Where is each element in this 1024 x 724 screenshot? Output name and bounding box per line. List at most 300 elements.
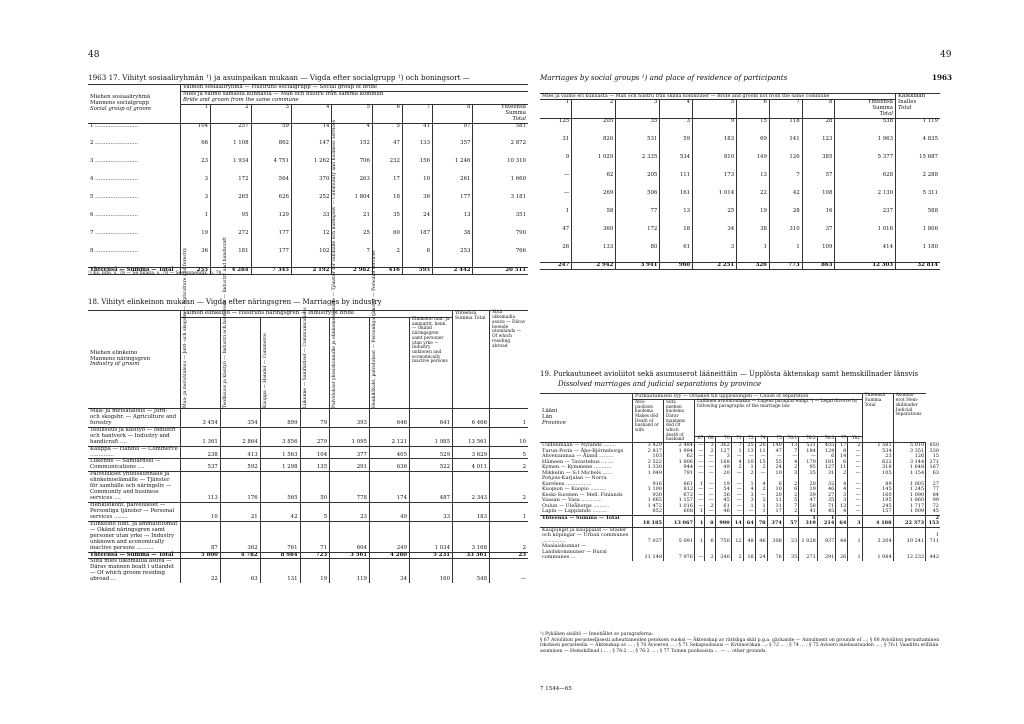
- table-cell: 2 153: [926, 515, 940, 527]
- table-cell: 3: [783, 471, 798, 477]
- row-label: 2 .........................: [90, 140, 138, 147]
- table-cell: 7 345: [251, 267, 291, 274]
- t19-col-death-of: Siitä miehen kuolema Därav mannens död Of which death of husband: [664, 400, 695, 443]
- table-cell: 12 232: [893, 544, 926, 561]
- table-cell: 95: [211, 213, 251, 231]
- table-cell: 26: [755, 443, 767, 449]
- table-cell: 1 648: [893, 465, 926, 471]
- table-cell: 33 361: [453, 552, 490, 559]
- table-cell: 5 091: [664, 527, 695, 544]
- table-cell: 7: [332, 249, 372, 267]
- table-cell: 32: [817, 476, 836, 487]
- table-cell: 6: [817, 454, 836, 460]
- table-cell: 1 108: [211, 141, 251, 159]
- table-cell: 181: [817, 460, 836, 466]
- table-cell: 4: [836, 487, 848, 493]
- table-cell: 125: [558, 118, 570, 125]
- table-cell: 531: [799, 443, 818, 449]
- table-19: [540, 393, 940, 561]
- t17r-grand-fi: Kaikkiaan: [898, 93, 926, 99]
- table-cell: 45: [926, 509, 940, 515]
- table-cell: —: [848, 454, 862, 460]
- table-cell: 97: [433, 123, 473, 141]
- table-cell: 4: [836, 509, 848, 515]
- table-cell: —: [767, 454, 783, 460]
- table-cell: 10 241: [893, 527, 926, 544]
- table-cell: 1: [695, 476, 705, 487]
- table-row: [540, 137, 940, 155]
- table-cell: 271: [926, 460, 940, 466]
- table-cell: 2: [755, 465, 767, 471]
- table-cell: 23: [783, 527, 798, 544]
- table-cell: 1 180: [896, 245, 941, 263]
- table-cell: 1 330: [633, 465, 664, 471]
- table-cell: 850: [926, 443, 940, 449]
- row-label: Elinkeino tunt. ja ammatittomat — Okänd näringsgren samt personer utan yrke — Industry unknown and economically inactive persons ..........: [88, 521, 181, 552]
- t18-col-abroad: Siitä ulkomailla asuva — Därav boende utomlands — Of which residing abroad: [490, 311, 529, 409]
- table-cell: 63: [220, 559, 260, 583]
- t19-col-death: Avio- puolison kuolema Makes död Death of husband or wife: [633, 400, 664, 443]
- t18-stub-en: Industry of groom: [90, 361, 140, 368]
- table-cell: 2: [755, 498, 767, 504]
- left-header: 1963 17. Vihityt sosiaaliryhmän ¹) ja asuinpaikan mukaan — Vigda efter socialgrupp ¹) och boningsort —: [88, 73, 470, 82]
- table-cell: 49: [369, 503, 409, 522]
- t19-law-col: 72: [743, 437, 755, 443]
- table-cell: 22 373: [893, 515, 926, 527]
- table-cell: 183: [453, 503, 490, 522]
- table-cell: 10: [767, 487, 783, 493]
- row-label: 7 .........................: [90, 230, 138, 237]
- table-cell: 23: [330, 503, 370, 522]
- table-cell: 10: [181, 503, 221, 522]
- table-cell: 565: [260, 472, 300, 503]
- table-cell: 1: [769, 245, 802, 263]
- table-cell: 62: [664, 454, 695, 460]
- table-cell: 77: [616, 209, 660, 227]
- table-cell: 1: [695, 515, 705, 527]
- t19-law-col: 68: [705, 437, 715, 443]
- t17-stub-en: Social group of groom: [90, 105, 151, 112]
- table-cell: 5 010: [893, 443, 926, 449]
- table-cell: 595: [402, 267, 432, 274]
- table-cell: 84: [926, 493, 940, 499]
- table-cell: 7: [783, 504, 798, 510]
- table-cell: 1 804: [332, 195, 372, 213]
- table-cell: 265: [211, 195, 251, 213]
- table-cell: 14: [731, 515, 743, 527]
- row-label: Siitä mies ulkomailla asuva — Därav mannen boatt i utlandet — Of which groom residing abroad ...: [88, 559, 181, 583]
- table-cell: 916: [633, 476, 664, 487]
- t19-law-col: 71: [731, 437, 743, 443]
- table-cell: 1 361: [181, 427, 221, 446]
- table-cell: 990: [715, 515, 731, 527]
- table-cell: 25: [693, 209, 737, 227]
- table-cell: 416: [372, 267, 402, 274]
- table-cell: —: [705, 498, 715, 504]
- table-cell: 19: [737, 209, 770, 227]
- table-cell: 2 872: [473, 141, 528, 159]
- table-cell: 1: [490, 408, 529, 427]
- table-cell: 26: [836, 544, 848, 561]
- row-label: Ahvenanmaa — Åland .........: [542, 453, 614, 460]
- table-cell: 172: [211, 177, 251, 195]
- table-cell: 46: [817, 487, 836, 493]
- table-cell: 179: [799, 460, 818, 466]
- table-cell: 2 522: [633, 460, 664, 466]
- table-cell: 177: [251, 249, 291, 267]
- table-cell: 39: [799, 493, 818, 499]
- table-cell: 131: [260, 559, 300, 583]
- table-cell: 168: [715, 460, 731, 466]
- row-label: Kaupungit ja kauppalat — Städer och köpingar — Urban communes ...............: [540, 527, 633, 544]
- table-cell: 414: [835, 245, 896, 263]
- table-cell: 1 100: [633, 487, 664, 493]
- table-cell: 20: [715, 471, 731, 477]
- t19-footnote: [540, 632, 940, 655]
- table-cell: 3 856: [260, 427, 300, 446]
- table-cell: —: [695, 449, 705, 455]
- table-cell: 17: [372, 177, 402, 195]
- table-cell: 1 016: [835, 227, 896, 245]
- table-cell: 46: [755, 527, 767, 544]
- table-cell: —: [731, 476, 743, 487]
- table-cell: 4 284: [211, 267, 251, 274]
- table-cell: 48: [743, 527, 755, 544]
- table-cell: 17: [767, 509, 783, 515]
- table-cell: 1: [737, 245, 770, 263]
- table-cell: 15: [755, 460, 767, 466]
- table-cell: —: [695, 498, 705, 504]
- table-cell: 12 303: [835, 263, 896, 270]
- table-row: [88, 213, 528, 231]
- table-cell: 45: [817, 509, 836, 515]
- t19-law-col: 67: [695, 437, 705, 443]
- t17r-col-header: 8: [802, 100, 835, 119]
- table-cell: 19: [181, 231, 211, 249]
- table-row: [88, 459, 528, 472]
- row-label: 1 .........................: [90, 122, 138, 129]
- table-cell: 455: [817, 443, 836, 449]
- t17-col-header: 6: [372, 104, 402, 123]
- total-row: [540, 263, 940, 270]
- t19-stub: [540, 394, 633, 443]
- table-cell: 31: [562, 135, 570, 142]
- table-cell: —: [695, 443, 705, 449]
- table-cell: 41: [799, 509, 818, 515]
- table-row: [540, 155, 940, 173]
- table-cell: 41: [402, 123, 432, 141]
- table-cell: 10: [402, 177, 432, 195]
- row-label: Turun-Porin — Åbo-Björneborgs: [542, 447, 624, 454]
- table-cell: 636: [369, 459, 409, 472]
- table-row: [540, 227, 940, 245]
- table-cell: 706: [332, 159, 372, 177]
- table-cell: 46: [715, 509, 731, 515]
- table-cell: 310: [769, 227, 802, 245]
- right-header-text: Marriages by social groups ¹) and place of residence of participants: [540, 73, 788, 82]
- row-label: 3 .........................: [90, 158, 138, 165]
- table-cell: 14: [291, 123, 331, 141]
- table-cell: 791: [664, 471, 695, 477]
- table-cell: —: [848, 509, 862, 515]
- table-cell: 534: [862, 449, 893, 455]
- table-cell: 4: [836, 476, 848, 487]
- t18-title: 18. Vihityt elinkeinon mukaan — Vigda efter näringsgren — Marriages by industry: [88, 298, 382, 306]
- table-cell: 1: [565, 207, 570, 214]
- table-cell: 71: [817, 504, 836, 510]
- table-cell: 174: [369, 472, 409, 503]
- table-cell: 10: [767, 471, 783, 477]
- t17r-col-total-sv: Summa: [872, 105, 893, 112]
- row-label: Maa- ja metsätalous — Jord- och skogsbr. — Agriculture and forestry: [88, 408, 181, 427]
- table-cell: 2: [755, 487, 767, 493]
- table-cell: 661: [664, 476, 695, 487]
- table-cell: —: [705, 471, 715, 477]
- table-cell: 1: [743, 476, 755, 487]
- t19-stub-en: Province: [542, 420, 566, 427]
- table-cell: 326: [737, 263, 770, 270]
- table-cell: 18: [372, 195, 402, 213]
- table-cell: 2: [705, 449, 715, 455]
- t18-group-label: Vaimon elinkeino — Hustruns näringsgren — Industry of bride: [181, 311, 453, 318]
- table-cell: 129: [251, 213, 291, 231]
- table-cell: 47: [767, 449, 783, 455]
- table-cell: 64: [743, 515, 755, 527]
- table-cell: —: [695, 471, 705, 477]
- table-cell: 279: [300, 427, 330, 446]
- table-cell: 2 251: [693, 263, 737, 270]
- table-cell: 1: [181, 213, 211, 231]
- t17-col-header: 3: [251, 104, 291, 123]
- table-cell: 1 660: [473, 177, 528, 195]
- table-cell: 18: [660, 227, 693, 245]
- table-cell: 118: [769, 119, 802, 137]
- table-cell: 761: [260, 521, 300, 552]
- table-cell: 330: [926, 449, 940, 455]
- table-cell: 4: [731, 460, 743, 466]
- table-cell: 103: [633, 454, 664, 460]
- table-cell: 19: [799, 487, 818, 493]
- table-cell: 31: [817, 471, 836, 477]
- table-cell: 35: [817, 498, 836, 504]
- table-cell: 95: [799, 465, 818, 471]
- t17-col-total-sv: Summa: [505, 109, 526, 116]
- table-cell: 4 835: [896, 137, 941, 155]
- table-cell: 1 014: [693, 191, 737, 209]
- table-cell: 852: [633, 509, 664, 515]
- table-cell: 261: [433, 177, 473, 195]
- table-cell: 37: [802, 227, 835, 245]
- table-cell: 1: [755, 504, 767, 510]
- table-cell: 205: [572, 119, 616, 137]
- table-cell: 3 204: [862, 527, 893, 544]
- t17r-col-header: 5: [693, 100, 737, 119]
- table-cell: 3: [743, 498, 755, 504]
- table-cell: 10: [743, 460, 755, 466]
- table-cell: 354: [220, 408, 260, 427]
- table-cell: 723: [300, 552, 330, 559]
- table-cell: 374: [767, 515, 783, 527]
- table-cell: 2 484: [664, 443, 695, 449]
- table-cell: 1 119: [896, 119, 941, 137]
- table-cell: 790: [473, 231, 528, 249]
- table-cell: 19: [300, 559, 330, 583]
- table-cell: —: [695, 504, 705, 510]
- table-cell: 1 005: [893, 476, 926, 487]
- table-cell: 104: [300, 446, 330, 459]
- table-cell: 405: [369, 446, 409, 459]
- table-cell: 38: [433, 231, 473, 249]
- table-cell: 370: [291, 177, 331, 195]
- table-cell: 27: [817, 493, 836, 499]
- table-cell: 377: [330, 446, 370, 459]
- table-cell: 145: [862, 487, 893, 493]
- table-cell: 812: [664, 487, 695, 493]
- table-cell: 13: [433, 213, 473, 231]
- table-cell: —: [848, 493, 862, 499]
- table-cell: 72: [926, 504, 940, 510]
- table-cell: —: [563, 189, 570, 196]
- table-row: [88, 559, 528, 583]
- table-cell: 57: [783, 515, 798, 527]
- table-cell: 13 561: [453, 427, 490, 446]
- table-cell: 63: [926, 471, 940, 477]
- row-label: Teollisuus ja käsityö — Industri och hantverk — Industry and handicraft ....: [88, 427, 181, 446]
- table-cell: 862: [251, 141, 291, 159]
- t18-col-label: Henkilökoht. palvelukset — Personliga tjänster — Personal services: [371, 250, 377, 408]
- table-cell: —: [705, 460, 715, 466]
- t19-stub-fi: Lääni: [542, 408, 558, 415]
- table-cell: 47: [372, 141, 402, 159]
- sheet-signature: 7 1544—65: [540, 686, 572, 692]
- row-label: Lapin — Lapplands .........: [542, 508, 607, 515]
- table-cell: 357: [433, 141, 473, 159]
- table-cell: 626: [251, 195, 291, 213]
- t17r-col-total-en: Total: [879, 111, 893, 118]
- table-cell: 33: [410, 503, 453, 522]
- table-row: [88, 503, 528, 522]
- table-row: [88, 177, 528, 195]
- table-cell: 2: [731, 544, 743, 561]
- table-cell: 3: [836, 498, 848, 504]
- table-cell: 79: [300, 408, 330, 427]
- table-cell: 944: [664, 465, 695, 471]
- t18-stub-fi: Miehen elinkeino: [90, 349, 138, 356]
- t18-col-header: [260, 317, 300, 408]
- table-cell: 105: [862, 471, 893, 477]
- table-cell: 1 581: [862, 443, 893, 449]
- t19-col-law: Laillinen avioliitonlakko — Lagens paragraf enligt ¹) — Legal divorce by following paragraphs of the marriage law: [695, 400, 863, 437]
- table-cell: 108: [802, 191, 835, 209]
- row-label: 8 .........................: [90, 248, 138, 255]
- table-cell: —: [695, 460, 705, 466]
- table-cell: 87: [181, 521, 221, 552]
- table-cell: —: [563, 171, 570, 178]
- row-label: Mikkelin — S:t Michels ......: [542, 469, 613, 476]
- table-cell: 4: [743, 487, 755, 493]
- t19-title: 19. Purkautuneet avioliitot sekä asumuserot lääneittäin — Upplösta äktenskap samt hemskillnader länsvis: [540, 370, 919, 378]
- table-cell: 538: [835, 119, 896, 137]
- t17r-col-total-fi: Yhteensä: [867, 99, 893, 106]
- table-cell: 4: [783, 460, 798, 466]
- table-cell: 42: [260, 503, 300, 522]
- table-cell: 2: [705, 544, 715, 561]
- table-row: [88, 195, 528, 213]
- t18-stub: [88, 311, 181, 409]
- table-cell: 3: [743, 493, 755, 499]
- table-cell: 1 154: [893, 471, 926, 477]
- table-cell: 1: [755, 509, 767, 515]
- table-cell: 15 687: [896, 155, 941, 173]
- table-cell: 257: [211, 123, 251, 141]
- table-cell: 21: [220, 503, 260, 522]
- t17r-grand-en: Total: [898, 104, 912, 111]
- t17-same-commune-en: Bride and groom from the same commune: [183, 96, 299, 103]
- table-cell: 18 185: [633, 515, 664, 527]
- table-cell: 33: [291, 213, 331, 231]
- table-cell: 308: [767, 527, 783, 544]
- table-cell: 1 095: [330, 427, 370, 446]
- table-cell: —: [848, 471, 862, 477]
- table-cell: 766: [473, 249, 528, 267]
- t17r-col-header: 6: [737, 100, 770, 119]
- table-cell: 253: [433, 249, 473, 267]
- table-cell: 2: [490, 472, 529, 503]
- table-cell: —: [705, 487, 715, 493]
- table-cell: —: [799, 454, 818, 460]
- table-cell: 3 941: [616, 263, 660, 270]
- table-cell: 89: [862, 476, 893, 487]
- row-label: Henkilökoht. palvelukset — Personliga tjänster — Personal services ........: [88, 503, 181, 522]
- table-cell: 2 121: [369, 427, 409, 446]
- table-cell: 1 262: [291, 159, 331, 177]
- table-cell: 1 016: [664, 504, 695, 510]
- table-cell: 9: [565, 153, 570, 160]
- table-cell: 31: [767, 504, 783, 510]
- table-cell: 238: [181, 446, 221, 459]
- t17-stub: [88, 85, 181, 124]
- table-cell: 22: [737, 191, 770, 209]
- table-cell: 899: [260, 408, 300, 427]
- table-cell: —: [705, 476, 715, 487]
- table-cell: 50: [300, 472, 330, 503]
- t17-col-total-en: Total: [512, 115, 526, 122]
- t17-group-label: Vaimon sosiaaliryhmä — Hustruns socialgrupp — Social group of bride: [181, 85, 529, 92]
- table-cell: 646: [369, 408, 409, 427]
- table-cell: —: [731, 504, 743, 510]
- row-label: Kymen — Kymmene ...........: [542, 464, 612, 471]
- table-cell: 1 084: [862, 544, 893, 561]
- table-cell: 529: [410, 446, 453, 459]
- t17r-col-header: 7: [769, 100, 802, 119]
- table-cell: 2 864: [220, 427, 260, 446]
- table-cell: —: [695, 454, 705, 460]
- table-cell: 15: [926, 454, 940, 460]
- table-cell: —: [705, 465, 715, 471]
- table-cell: 61: [660, 245, 693, 263]
- table-row: [88, 427, 528, 446]
- table-cell: 80: [616, 245, 660, 263]
- table-cell: 487: [410, 472, 453, 503]
- table-cell: 1 029: [572, 155, 616, 173]
- t18-col-label: Liikenne — Samfärdsel — Communications: [302, 307, 308, 408]
- table-cell: 1 034: [410, 521, 453, 552]
- table-cell: 20: [799, 476, 818, 487]
- table-row: [88, 123, 528, 141]
- table-cell: 12: [731, 527, 743, 544]
- table-cell: 6: [836, 460, 848, 466]
- table-cell: 1: [490, 503, 529, 522]
